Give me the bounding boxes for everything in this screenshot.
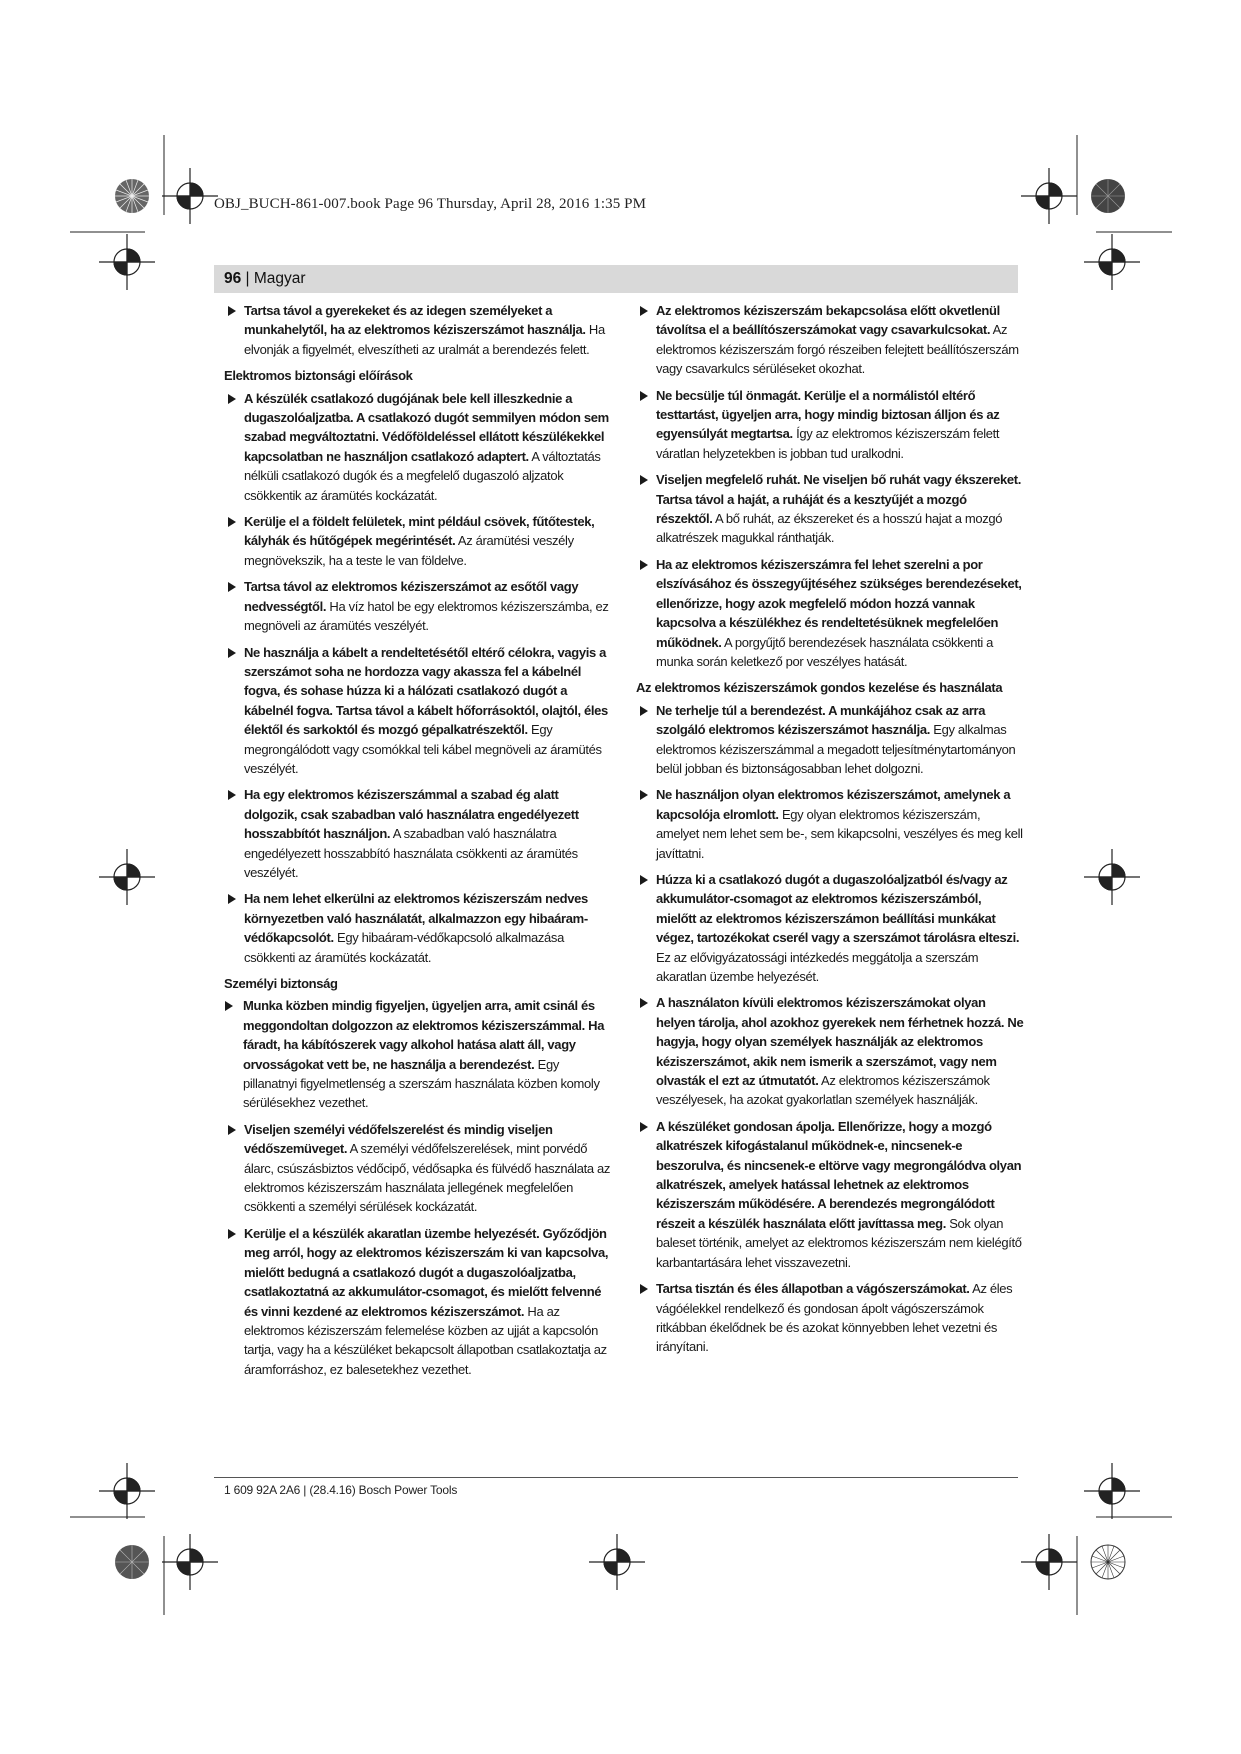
list-item — [636, 870, 1024, 986]
running-head — [214, 265, 1018, 293]
item-body: A személyi védőfelszerelések, mint porvédő álarc, csúszásbiztos védőcipő, védősapka és fülvédő használata az elektromos kéziszerszám használata jellegének megfelelően csökkenti a személyi sérülések kockázatát. — [244, 1141, 611, 1215]
item-lead: Ne becsülje túl önmagát. Kerülje el a normálistól eltérő testtartást, ügyeljen arra, hogy mindig biztosan álljon és az egyensúlyát megtartsa. — [656, 387, 1000, 442]
bullet-triangle-icon — [225, 1001, 233, 1011]
item-body: A porgyűjtő berendezések használata csökkenti a munka során keletkező por veszélyes hatását. — [656, 634, 994, 669]
item-body: Egy hibaáram-védőkapcsoló alkalmazása csökkenti az áramütés kockázatát. — [244, 930, 564, 965]
item-body: Ez az elővigyázatossági intézkedés meggátolja a szerszám akaratlan üzembe helyezését. — [656, 949, 979, 984]
item-body: Sok olyan baleset történik, amelyet az elektromos kéziszerszám nem kielégítő karbantartására lehet visszavezetni. — [656, 1215, 1022, 1270]
item-body: A változtatás nélküli csatlakozó dugók és a megfelelő dugaszoló aljzatok csökkentik az áramütés kockázatát. — [244, 448, 601, 503]
bullet-triangle-icon — [640, 475, 648, 485]
item-body: A szabadban való használatra engedélyezett hosszabbító használata csökkenti az áramütés veszélyét. — [244, 826, 578, 880]
right-column — [636, 301, 1024, 1364]
item-lead: Tartsa távol a gyerekeket és az idegen személyeket a munkahelytől, ha az elektromos kéziszerszámot használja. — [244, 303, 586, 338]
page-number: 96 — [224, 270, 242, 287]
item-body: Egy pillanatnyi figyelmetlenség a szerszám használata közben komoly sérülésekhez vezethet. — [243, 1056, 600, 1111]
list-item — [636, 1117, 1024, 1272]
bullet-triangle-icon — [228, 648, 236, 658]
registration-mark-icon — [1084, 1463, 1140, 1519]
item-body: Egy alkalmas elektromos kéziszerszámmal a megadott teljesítménytartományon belül jobban és biztonságosabban lehet dolgozni. — [656, 722, 1016, 776]
item-lead: Ne használja a kábelt a rendeltetésétől eltérő célokra, vagyis a szerszámot soha ne hordozza vagy akassza fel a kábelnél fogva, és sohase húzza ki a hálózati csatlakozó dugót a kábelnél fogva. Tartsa távol a kábelt hőforrásoktól, olajtól, éles élektől és sarkoktól és mozgó gépalkatrészektől. — [244, 644, 608, 738]
list-item — [224, 301, 612, 359]
bullet-triangle-icon — [640, 1122, 648, 1132]
item-lead: A készüléket gondosan ápolja. Ellenőrizze, hogy a mozgó alkatrészek kifogástalanul működnek-e, nincsenek-e beszorulva, és nincsenek-e eltörve vagy megrongálódva olyan alkatrészek, amelyek hatással lehetnek az elektromos kéziszerszám működésére. A berendezés megrongálódott részeit a készülék használata előtt javíttassa meg. — [656, 1118, 1022, 1231]
left-column — [224, 301, 612, 1386]
list-item — [636, 701, 1024, 779]
bullet-triangle-icon — [640, 875, 648, 885]
registration-mark-icon — [99, 1463, 155, 1519]
list-item — [224, 1224, 612, 1379]
item-body: Ha víz hatol be egy elektromos kéziszerszámba, ez megnöveli az áramütés veszélyét. — [244, 598, 609, 634]
bullet-triangle-icon — [228, 1229, 236, 1239]
item-lead: Ne használjon olyan elektromos kéziszerszámot, amelynek a kapcsolója elromlott. — [656, 787, 1011, 822]
page-number-label — [224, 270, 306, 288]
section-heading: Az elektromos kéziszerszámok gondos kezelése és használata — [636, 680, 1003, 696]
item-lead: Ha az elektromos kéziszerszámra fel lehet szerelni a por elszívásához és összegyűjtéséhez szükséges berendezéseket, ellenőrizze, hogy azok megfelelő módon hozzá vannak kapcsolva a készülékhez és rendeltetésüknek megfelelően működnek. — [656, 556, 1022, 650]
item-lead: Ha nem lehet elkerülni az elektromos kéziszerszám nedves környezetben való használatát, alkalmazzon egy hibaáram-védőkapcsolót. — [244, 891, 588, 946]
bullet-triangle-icon — [228, 394, 236, 404]
item-lead: A készülék csatlakozó dugójának bele kell illeszkednie a dugaszolóaljzatba. A csatlakozó dugót semmilyen módon sem szabad megváltoztatni. Védőföldeléssel ellátott készülékekkel kapcsolatban ne használjon csatlakozó adaptert. — [244, 390, 609, 464]
list-item — [636, 470, 1024, 548]
list-item — [224, 996, 612, 1112]
starburst-mark-icon — [1091, 179, 1125, 213]
bullet-triangle-icon — [228, 306, 236, 316]
item-body: Így az elektromos kéziszerszám felett váratlan helyzetekben is jobban tud uralkodni. — [656, 426, 1000, 461]
list-item — [636, 555, 1024, 671]
section-heading: Személyi biztonság — [224, 976, 338, 991]
list-item — [224, 889, 612, 967]
registration-mark-icon — [1084, 849, 1140, 905]
starburst-mark-icon — [115, 1545, 149, 1579]
registration-mark-icon — [1021, 1534, 1077, 1590]
item-lead: Ha egy elektromos kéziszerszámmal a szabad ég alatt dolgozik, csak szabadban való használatra engedélyezett hosszabbítót használjon. — [244, 787, 579, 842]
bullet-triangle-icon — [640, 391, 648, 401]
starburst-mark-icon — [115, 179, 149, 213]
print-header: OBJ_BUCH-861-007.book Page 96 Thursday, April 28, 2016 1:35 PM — [214, 196, 647, 212]
item-body: A bő ruhát, az ékszereket és a hosszú hajat a mozgó alkatrészek magukkal ránthatják. — [656, 511, 1003, 546]
bullet-triangle-icon — [228, 582, 236, 592]
section-language: Magyar — [253, 270, 306, 287]
list-item — [224, 577, 612, 635]
item-body: Ha elvonják a figyelmét, elveszítheti az uralmát a berendezés felett. — [244, 322, 605, 357]
bullet-triangle-icon — [640, 560, 648, 570]
item-lead: Munka közben mindig figyeljen, ügyeljen arra, amit csinál és meggondoltan dolgozzon az elektromos kéziszerszámmal. Ha fáradt, ha kábítószerek vagy alkohol hatása alatt áll, vagy orvosságokat vett be, ne használja a berendezést. — [243, 998, 605, 1072]
bullet-triangle-icon — [640, 706, 648, 716]
item-body: Az elektromos kéziszerszám forgó részeiben felejtett beállítószerszám vagy csavarkulcs sérüléseket okozhat. — [656, 322, 1019, 377]
list-item — [636, 386, 1024, 464]
bullet-triangle-icon — [640, 306, 648, 316]
list-item — [224, 785, 612, 882]
item-body: Az elektromos kéziszerszámok veszélyesek, ha azokat gyakorlatlan személyek használják. — [656, 1073, 990, 1108]
section-heading: Elektromos biztonsági előírások — [224, 368, 413, 384]
bullet-triangle-icon — [228, 1125, 236, 1135]
running-head-separator: | — [241, 270, 254, 287]
item-lead: Kerülje el a földelt felületek, mint például csövek, fűtőtestek, kályhák és hűtőgépek megérintését. — [244, 514, 595, 549]
list-item — [636, 785, 1024, 863]
item-lead: A használaton kívüli elektromos kéziszerszámokat olyan helyen tárolja, ahol azokhoz gyerekek nem férhetnek hozzá. Ne hagyja, hogy olyan személyek használják az elektromos kéziszerszámot, akik nem ismerik a szerszámot, vagy nem olvasták el ezt az útmutatót. — [656, 995, 1024, 1089]
item-body: Egy megrongálódott vagy csomókkal teli kábel megnöveli az áramütés veszélyét. — [244, 722, 602, 776]
item-lead: Viseljen személyi védőfelszerelést és mindig viseljen védőszemüveget. — [244, 1121, 553, 1157]
list-item — [224, 643, 612, 779]
bullet-triangle-icon — [640, 998, 648, 1008]
registration-mark-icon — [162, 1534, 218, 1590]
footer-imprint: 1 609 92A 2A6 | (28.4.16) Bosch Power Tools — [224, 1483, 458, 1497]
bullet-triangle-icon — [228, 790, 236, 800]
item-lead: Viseljen megfelelő ruhát. Ne viseljen bő ruhát vagy ékszereket. Tartsa távol a haját, a ruháját és a kesztyűjét a mozgó részektől. — [656, 472, 1021, 527]
item-body: Az áramütési veszély megnövekszik, ha a teste le van földelve. — [244, 533, 574, 568]
registration-mark-icon — [1084, 234, 1140, 290]
list-item — [224, 1120, 612, 1217]
footer-rule — [214, 1477, 1018, 1478]
item-lead: Kerülje el a készülék akaratlan üzembe helyezését. Győződjön meg arról, hogy az elektromos kéziszerszám ki van kapcsolva, mielőtt bedugná a csatlakozó dugót a dugaszolóaljzatba, csatlakoztatná az akkumulátor-csomagot, és mielőtt felvenné és vinni kezdené az elektromos kéziszerszámot. — [244, 1225, 609, 1319]
registration-mark-icon — [99, 849, 155, 905]
item-lead: Tartsa távol az elektromos kéziszerszámot az esőtől vagy nedvességtől. — [244, 579, 579, 614]
item-lead: Tartsa tisztán és éles állapotban a vágószerszámokat. — [656, 1281, 970, 1297]
bullet-triangle-icon — [640, 790, 648, 800]
list-item — [636, 993, 1024, 1109]
item-lead: Ne terhelje túl a berendezést. A munkájához csak az arra szolgáló elektromos kéziszerszámot használja. — [656, 702, 986, 738]
starburst-mark-icon — [1091, 1545, 1125, 1579]
list-item — [224, 512, 612, 570]
list-item — [224, 389, 612, 505]
item-lead: Az elektromos kéziszerszám bekapcsolása előtt okvetlenül távolítsa el a beállítószerszámokat vagy csavarkulcsokat. — [656, 303, 1000, 338]
item-body: Egy olyan elektromos kéziszerszám, amelyet nem lehet sem be-, sem kikapcsolni, veszélyes és meg kell javíttatni. — [656, 806, 1023, 861]
bullet-triangle-icon — [640, 1284, 648, 1294]
bullet-triangle-icon — [228, 517, 236, 527]
item-lead: Húzza ki a csatlakozó dugót a dugaszolóaljzatból és/vagy az akkumulátor-csomagot az elektromos kéziszerszámból, mielőtt az elektromos kéziszerszámon beállítási munkákat végez, tartozékokat cserél vagy a szerszámot tárolásra elteszi. — [656, 871, 1020, 946]
item-body: Ha az elektromos kéziszerszám felemelése közben az ujját a kapcsolón tartja, vagy ha a készüléket bekapcsolt állapotban csatlakoztatja az áramforráshoz, ez balesetekhez vezethet. — [244, 1303, 607, 1377]
registration-mark-icon — [589, 1534, 645, 1590]
bullet-triangle-icon — [228, 894, 236, 904]
item-body: Az éles vágóélekkel rendelkező és gondosan ápolt vágószerszámok ritkábban ékelődnek be és azokat könnyebben lehet vezetni és irányítani. — [656, 1281, 1013, 1355]
list-item — [636, 301, 1024, 379]
registration-mark-icon — [99, 234, 155, 290]
list-item — [636, 1279, 1024, 1357]
registration-mark-icon — [162, 168, 218, 224]
registration-mark-icon — [1021, 168, 1077, 224]
